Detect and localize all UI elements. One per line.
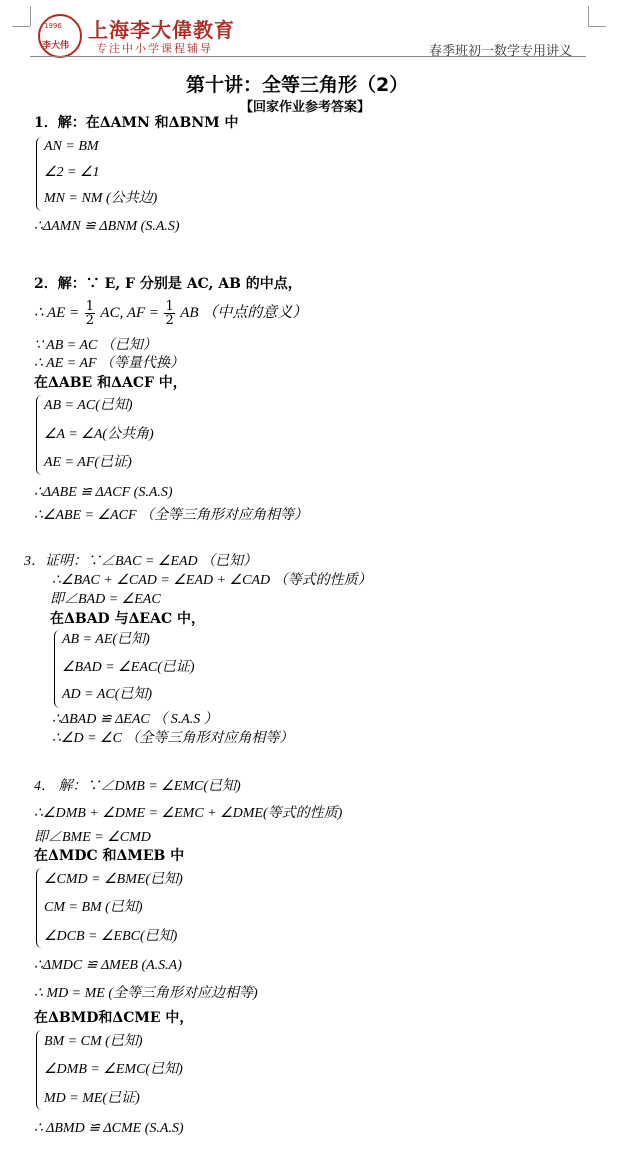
p3-line-3: 即∠BAD = ∠EAC [50, 592, 161, 607]
p3-line-2: ∴∠BAC + ∠CAD = ∠EAD + ∠CAD （等式的性质） [52, 573, 372, 588]
p4-line-4: 在ΔMDC 和ΔMEB 中 [34, 848, 185, 864]
p1-intro: 1．解：在ΔAMN 和ΔBNM 中 [34, 115, 239, 131]
p2-line-2 [34, 298, 307, 328]
p2-conclusion-1: ∴ΔABE ≌ ΔACF (S.A.S) [34, 485, 173, 500]
logo-year: 1996 [44, 22, 62, 30]
p2-line-1: 2．解：∵ E, F 分别是 AC, AB 的中点， [34, 276, 302, 292]
p4-cond-2: CM = BM (已知) [44, 900, 143, 915]
p1-cond-2: ∠2 = ∠1 [44, 165, 100, 180]
p2-cond-2: ∠A = ∠A(公共角) [44, 427, 154, 442]
p2-line-2b: AC, AF = [100, 305, 160, 321]
logo [38, 14, 82, 58]
p2-line-2a: ∴ AE = [34, 305, 80, 321]
p4-conclusion-2: ∴ MD = ME (全等三角形对应边相等) [34, 986, 258, 1001]
p2-cond-1: AB = AC(已知) [44, 398, 133, 413]
p3-brace [54, 630, 60, 708]
p3-cond-2: ∠BAD = ∠EAC(已证) [62, 660, 195, 675]
page-title: 第十讲：全等三角形（2） [186, 74, 409, 96]
p2-conclusion-2: ∴∠ABE = ∠ACF （全等三角形对应角相等） [34, 508, 309, 523]
corner-mark-left [12, 26, 30, 27]
logo-badge: 李大伟 [42, 41, 70, 51]
p4-cond-1: ∠CMD = ∠BME(已知) [44, 872, 183, 887]
corner-mark-right-v [588, 6, 589, 26]
p4-line-1: 4． 解：∵∠DMB = ∠EMC(已知) [34, 779, 241, 794]
p4-brace-1 [36, 868, 42, 948]
p1-brace [36, 137, 42, 211]
corner-mark-left-v [30, 6, 31, 26]
p4-line-5: 在ΔBMD和ΔCME 中， [34, 1010, 194, 1026]
logo-title: 上海李大偉教育 [88, 18, 235, 42]
p4-cond2-1: BM = CM (已知) [44, 1034, 143, 1049]
p3-cond-1: AB = AE(已知) [62, 632, 150, 647]
p2-line-2c: AB （中点的意义） [180, 305, 308, 321]
p3-cond-3: AD = AC(已知) [62, 687, 153, 702]
p4-line-2: ∴∠DMB + ∠DME = ∠EMC + ∠DME(等式的性质) [34, 806, 343, 821]
page-subtitle: 【回家作业参考答案】 [240, 100, 371, 115]
p4-cond2-3: MD = ME(已证) [44, 1091, 140, 1106]
p3-line-4: 在ΔBAD 与ΔEAC 中， [50, 611, 205, 627]
p3-line-1: 3．证明：∵∠BAC = ∠EAD （已知） [24, 554, 258, 569]
p2-line-3: ∵ AB = AC （已知） [34, 338, 157, 353]
p4-brace-2 [36, 1030, 42, 1110]
logo-subtitle: 专注中小学课程辅导 [96, 42, 213, 55]
course-label: 春季班初一数学专用讲义 [429, 44, 573, 59]
header-rule [30, 56, 586, 57]
p1-cond-1: AN = BM [44, 139, 99, 154]
p3-conclusion-1: ∴ΔBAD ≌ ΔEAC （ S.A.S ） [52, 712, 218, 727]
p3-conclusion-2: ∴∠D = ∠C （全等三角形对应角相等） [52, 731, 294, 746]
p1-cond-3: MN = NM (公共边) [44, 191, 158, 206]
p2-frac-2: $\frac{1}{2}$ [165, 298, 174, 328]
p2-line-4: ∴ AE = AF （等量代换） [34, 356, 185, 371]
p2-frac-1: $\frac{1}{2}$ [85, 298, 94, 328]
p4-conclusion-1: ∴ΔMDC ≌ ΔMEB (A.S.A) [34, 958, 182, 973]
p4-cond2-2: ∠DMB = ∠EMC(已知) [44, 1062, 183, 1077]
p4-conclusion-3: ∴ ΔBMD ≌ ΔCME (S.A.S) [34, 1121, 184, 1136]
p2-line-5: 在ΔABE 和ΔACF 中， [34, 375, 187, 391]
p4-cond-3: ∠DCB = ∠EBC(已知) [44, 929, 178, 944]
p2-cond-3: AE = AF(已证) [44, 455, 132, 470]
p2-brace [36, 395, 42, 475]
p4-line-3: 即∠BME = ∠CMD [34, 830, 151, 845]
corner-mark-right [588, 26, 606, 27]
p1-conclusion: ∴ΔAMN ≌ ΔBNM (S.A.S) [34, 219, 180, 234]
